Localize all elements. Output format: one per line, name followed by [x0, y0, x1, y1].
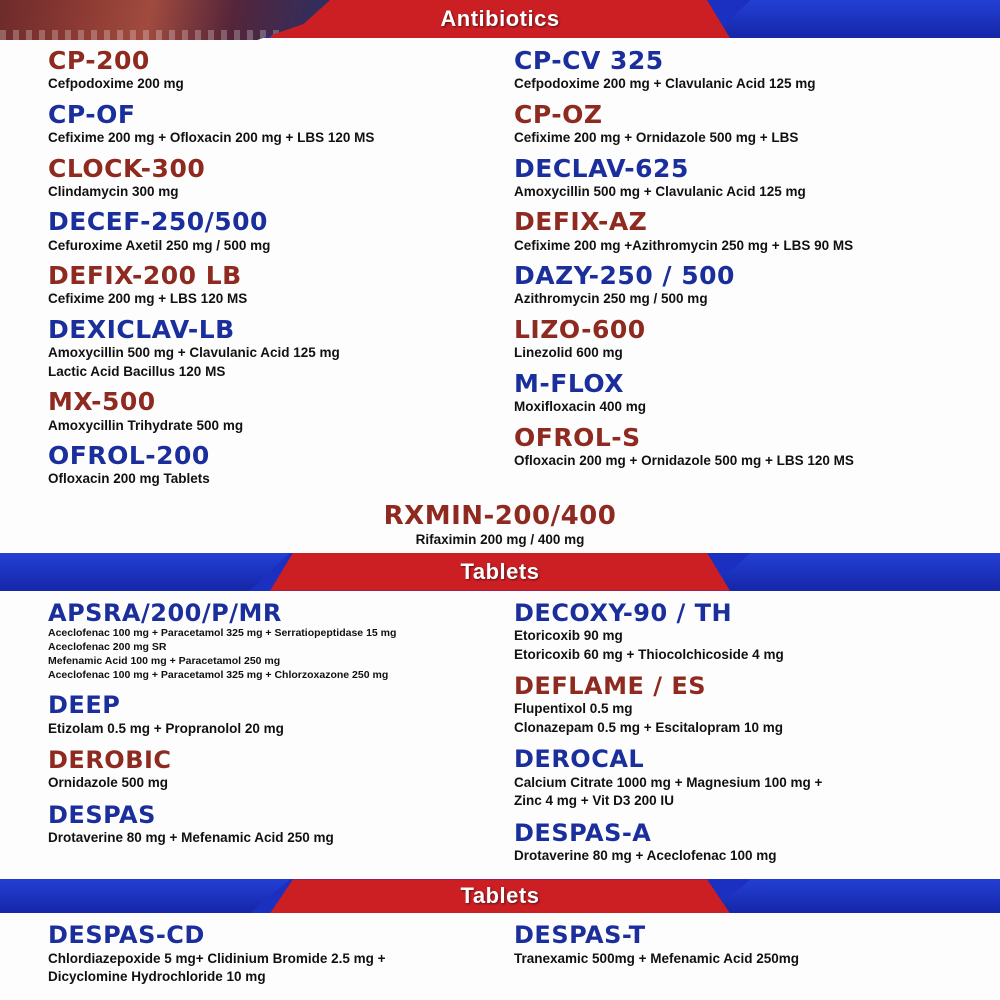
product-name: DESPAS-T [514, 921, 646, 950]
tablets2-right-column [500, 923, 1000, 991]
product-name: DECLAV-625 [514, 153, 689, 183]
product-item [48, 693, 500, 737]
product-composition-line2: Aceclofenac 200 mg SR [48, 641, 167, 654]
product-name: CP-200 [48, 46, 150, 75]
antibiotics-left-column [0, 48, 500, 497]
product-item [514, 598, 1000, 663]
product-composition: Linezolid 600 mg [514, 345, 623, 361]
product-composition-line3: Mefenamic Acid 100 mg + Paracetamol 250 mg [48, 655, 281, 668]
product-composition: Flupentixol 0.5 mg [514, 701, 633, 717]
product-name: DEFIX-AZ [514, 207, 648, 237]
product-composition: Clindamycin 300 mg [48, 183, 179, 199]
product-composition: Ornidazole 500 mg [48, 775, 169, 791]
antibiotics-right-column [500, 48, 1000, 497]
product-composition-line2: Clonazepam 0.5 mg + Escitalopram 10 mg [514, 719, 783, 735]
product-item [514, 747, 1000, 809]
product-name: DEROCAL [514, 745, 645, 774]
product-name: DEFIX-200 LB [48, 261, 242, 291]
product-composition-line2: Zinc 4 mg + Vit D3 200 IU [514, 793, 674, 809]
product-composition: Cefixime 200 mg + Ofloxacin 200 mg + LBS 120 MS [48, 130, 375, 146]
product-composition: Cefixime 200 mg + LBS 120 MS [48, 291, 248, 307]
section-banner-tablets-2 [0, 879, 1000, 913]
product-item [48, 314, 500, 380]
product-item [48, 209, 500, 254]
product-composition: Drotaverine 80 mg + Mefenamic Acid 250 mg [48, 830, 334, 846]
section-tablets-2 [0, 913, 1000, 995]
product-item [48, 153, 500, 201]
product-composition: Amoxycillin Trihydrate 500 mg [48, 417, 244, 433]
product-composition: Cefuroxime Axetil 250 mg / 500 mg [48, 237, 271, 253]
product-item [48, 800, 500, 847]
section-banner-tablets-1 [0, 553, 1000, 591]
product-name: DAZY-250 / 500 [514, 261, 735, 291]
product-composition: Moxifloxacin 400 mg [514, 399, 647, 415]
product-composition: Cefpodoxime 200 mg [48, 76, 184, 92]
product-item [48, 48, 500, 93]
product-composition: Calcium Citrate 1000 mg + Magnesium 100 mg + [514, 774, 823, 790]
product-composition: Ofloxacin 200 mg + Ornidazole 500 mg + LBS 120 MS [514, 452, 854, 468]
product-name: DEROBIC [48, 746, 172, 775]
product-name: CP-OZ [514, 99, 603, 129]
tablets1-right-column [500, 598, 1000, 876]
product-composition-line4: Aceclofenac 100 mg + Paracetamol 325 mg + Chlorzoxazone 250 mg [48, 669, 389, 682]
product-composition: Amoxycillin 500 mg + Clavulanic Acid 125 mg [514, 183, 806, 199]
product-composition: Aceclofenac 100 mg + Paracetamol 325 mg + Serratiopeptidase 15 mg [48, 626, 397, 639]
section-tablets-1 [0, 591, 1000, 880]
product-item [48, 748, 500, 792]
product-name: DEXICLAV-LB [48, 314, 235, 344]
product-name: LIZO-600 [514, 314, 646, 344]
product-name: MX-500 [48, 387, 156, 417]
product-name: M-FLOX [514, 368, 625, 398]
product-name: DESPAS [48, 800, 156, 829]
product-item [514, 422, 1000, 470]
product-item [514, 368, 1000, 416]
tablets1-left-column [0, 598, 500, 876]
product-name: DEEP [48, 691, 121, 720]
product-item [48, 923, 500, 985]
product-composition: Cefixime 200 mg +Azithromycin 250 mg + LBS 90 MS [514, 237, 854, 253]
product-item [514, 209, 1000, 254]
product-name: DECEF-250/500 [48, 207, 268, 237]
product-composition-line2: Dicyclomine Hydrochloride 10 mg [48, 969, 266, 985]
product-item [514, 153, 1000, 201]
product-name: APSRA/200/P/MR [48, 598, 282, 627]
product-composition: Ofloxacin 200 mg Tablets [48, 471, 210, 487]
product-name: OFROL-S [514, 422, 641, 452]
product-composition: Etizolam 0.5 mg + Propranolol 20 mg [48, 720, 284, 736]
product-name: DESPAS-A [514, 818, 652, 847]
product-composition: Etoricoxib 90 mg [514, 627, 623, 643]
product-composition: Tranexamic 500mg + Mefenamic Acid 250mg [514, 950, 800, 966]
product-composition: Cefpodoxime 200 mg + Clavulanic Acid 125 mg [514, 76, 816, 92]
product-item [514, 923, 1000, 967]
product-item [48, 598, 500, 683]
product-composition-line2: Lactic Acid Bacillus 120 MS [48, 363, 226, 379]
product-item [514, 99, 1000, 147]
product-item [514, 263, 1000, 308]
section-antibiotics [0, 38, 1000, 553]
section-title: Tablets [460, 558, 540, 584]
product-name: DEFLAME / ES [514, 672, 707, 701]
product-item [48, 99, 500, 147]
product-composition: Rifaximin 200 mg / 400 mg [415, 532, 585, 548]
product-composition: Chlordiazepoxide 5 mg+ Clidinium Bromide 2.5 mg + [48, 950, 386, 966]
product-item [48, 263, 500, 308]
product-composition: Cefixime 200 mg + Ornidazole 500 mg + LBS [514, 130, 799, 146]
product-composition: Amoxycillin 500 mg + Clavulanic Acid 125 mg [48, 345, 340, 361]
product-name: CLOCK-300 [48, 153, 206, 183]
product-composition: Drotaverine 80 mg + Aceclofenac 100 mg [514, 847, 777, 863]
product-name: CP-CV 325 [514, 46, 664, 75]
product-name: DECOXY-90 / TH [514, 598, 733, 627]
product-composition-line2: Etoricoxib 60 mg + Thiocolchicoside 4 mg [514, 646, 784, 662]
product-item [48, 389, 500, 434]
product-item [514, 48, 1000, 93]
tablets2-left-column [0, 923, 500, 991]
product-name: OFROL-200 [48, 441, 210, 471]
product-name: RXMIN-200/400 [383, 500, 617, 531]
product-name: CP-OF [48, 99, 136, 129]
product-item [514, 818, 1000, 865]
product-name: DESPAS-CD [48, 921, 205, 950]
section-title: Antibiotics [440, 6, 560, 31]
product-item [514, 314, 1000, 362]
product-composition: Azithromycin 250 mg / 500 mg [514, 291, 708, 307]
section-title: Tablets [460, 883, 540, 909]
product-item [514, 674, 1000, 736]
product-item [48, 443, 500, 488]
product-item-featured [0, 500, 1000, 549]
